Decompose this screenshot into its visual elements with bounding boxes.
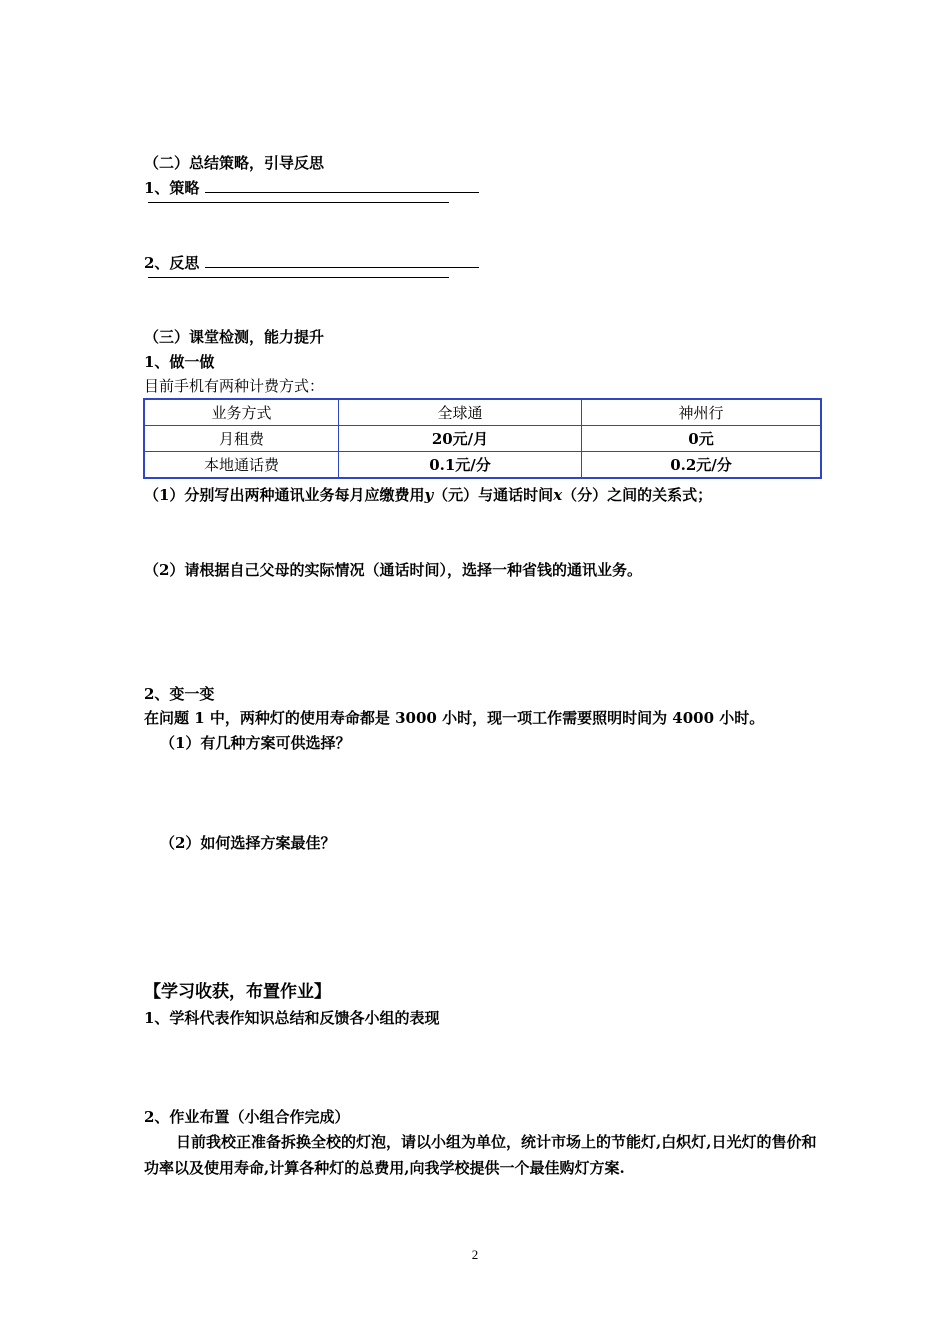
table-cell: 20元/月 — [339, 426, 582, 452]
change-problem-text: 在问题 1 中，两种灯的使用寿命都是 3000 小时，现一项工作需要照明时间为 4000 小时。 — [144, 709, 765, 727]
table-row-label: 月租费 — [144, 426, 339, 452]
table-row-label: 本地通话费 — [144, 452, 339, 479]
summary-heading: 【学习收获，布置作业】 — [144, 982, 331, 1002]
summary-item-2: 2、作业布置（小组合作完成） — [144, 1108, 350, 1126]
change-question-2: （2）如何选择方案最佳？ — [160, 834, 336, 852]
sub-heading-change: 2、变一变 — [144, 685, 215, 703]
variable-y: y — [424, 486, 434, 504]
question-1-text-a: （1）分别写出两种通讯业务每月应缴费用 — [144, 486, 425, 504]
section-heading-strategy: （二）总结策略，引导反思 — [144, 154, 325, 172]
table-header-cell: 全球通 — [339, 399, 582, 426]
section-heading-test: （三）课堂检测，能力提升 — [144, 328, 325, 346]
strategy-label: 1、策略 — [144, 179, 200, 197]
summary-item-1: 1、学科代表作知识总结和反馈各小组的表现 — [144, 1009, 440, 1027]
strategy-label-row — [144, 176, 479, 199]
table-cell: 0元 — [582, 426, 822, 452]
reflection-label-row — [144, 251, 479, 274]
table-header-cell: 业务方式 — [144, 399, 339, 426]
table-row — [144, 452, 821, 479]
change-question-1: （1）有几种方案可供选择？ — [160, 734, 351, 752]
fee-table — [143, 398, 822, 479]
question-2: （2）请根据自己父母的实际情况（通话时间），选择一种省钱的通讯业务。 — [144, 561, 642, 579]
homework-paragraph: 日前我校正准备拆换全校的灯泡，请以小组为单位，统计市场上的节能灯,白炽灯,日光灯的售价和功率以及使用寿命,计算各种灯的总费用,向我学校提供一个最佳购灯方案. — [144, 1133, 817, 1177]
page-number: 2 — [471, 1247, 479, 1262]
table-header-row — [144, 399, 821, 426]
table-cell: 0.2元/分 — [582, 452, 822, 479]
sub-heading-do: 1、做一做 — [144, 353, 215, 371]
reflection-blank-1[interactable] — [205, 251, 479, 268]
reflection-label: 2、反思 — [144, 254, 200, 272]
question-1-text-c: （分）之间的关系式； — [562, 486, 713, 504]
table-header-cell: 神州行 — [582, 399, 822, 426]
variable-x: x — [553, 486, 563, 504]
fee-intro: 目前手机有两种计费方式： — [144, 377, 325, 395]
reflection-blank-2[interactable] — [148, 277, 449, 278]
question-1-text-b: （元）与通话时间 — [433, 486, 554, 504]
question-1 — [144, 484, 712, 506]
table-cell: 0.1元/分 — [339, 452, 582, 479]
strategy-blank-1[interactable] — [205, 176, 479, 193]
table-row — [144, 426, 821, 452]
strategy-blank-2[interactable] — [148, 202, 449, 203]
